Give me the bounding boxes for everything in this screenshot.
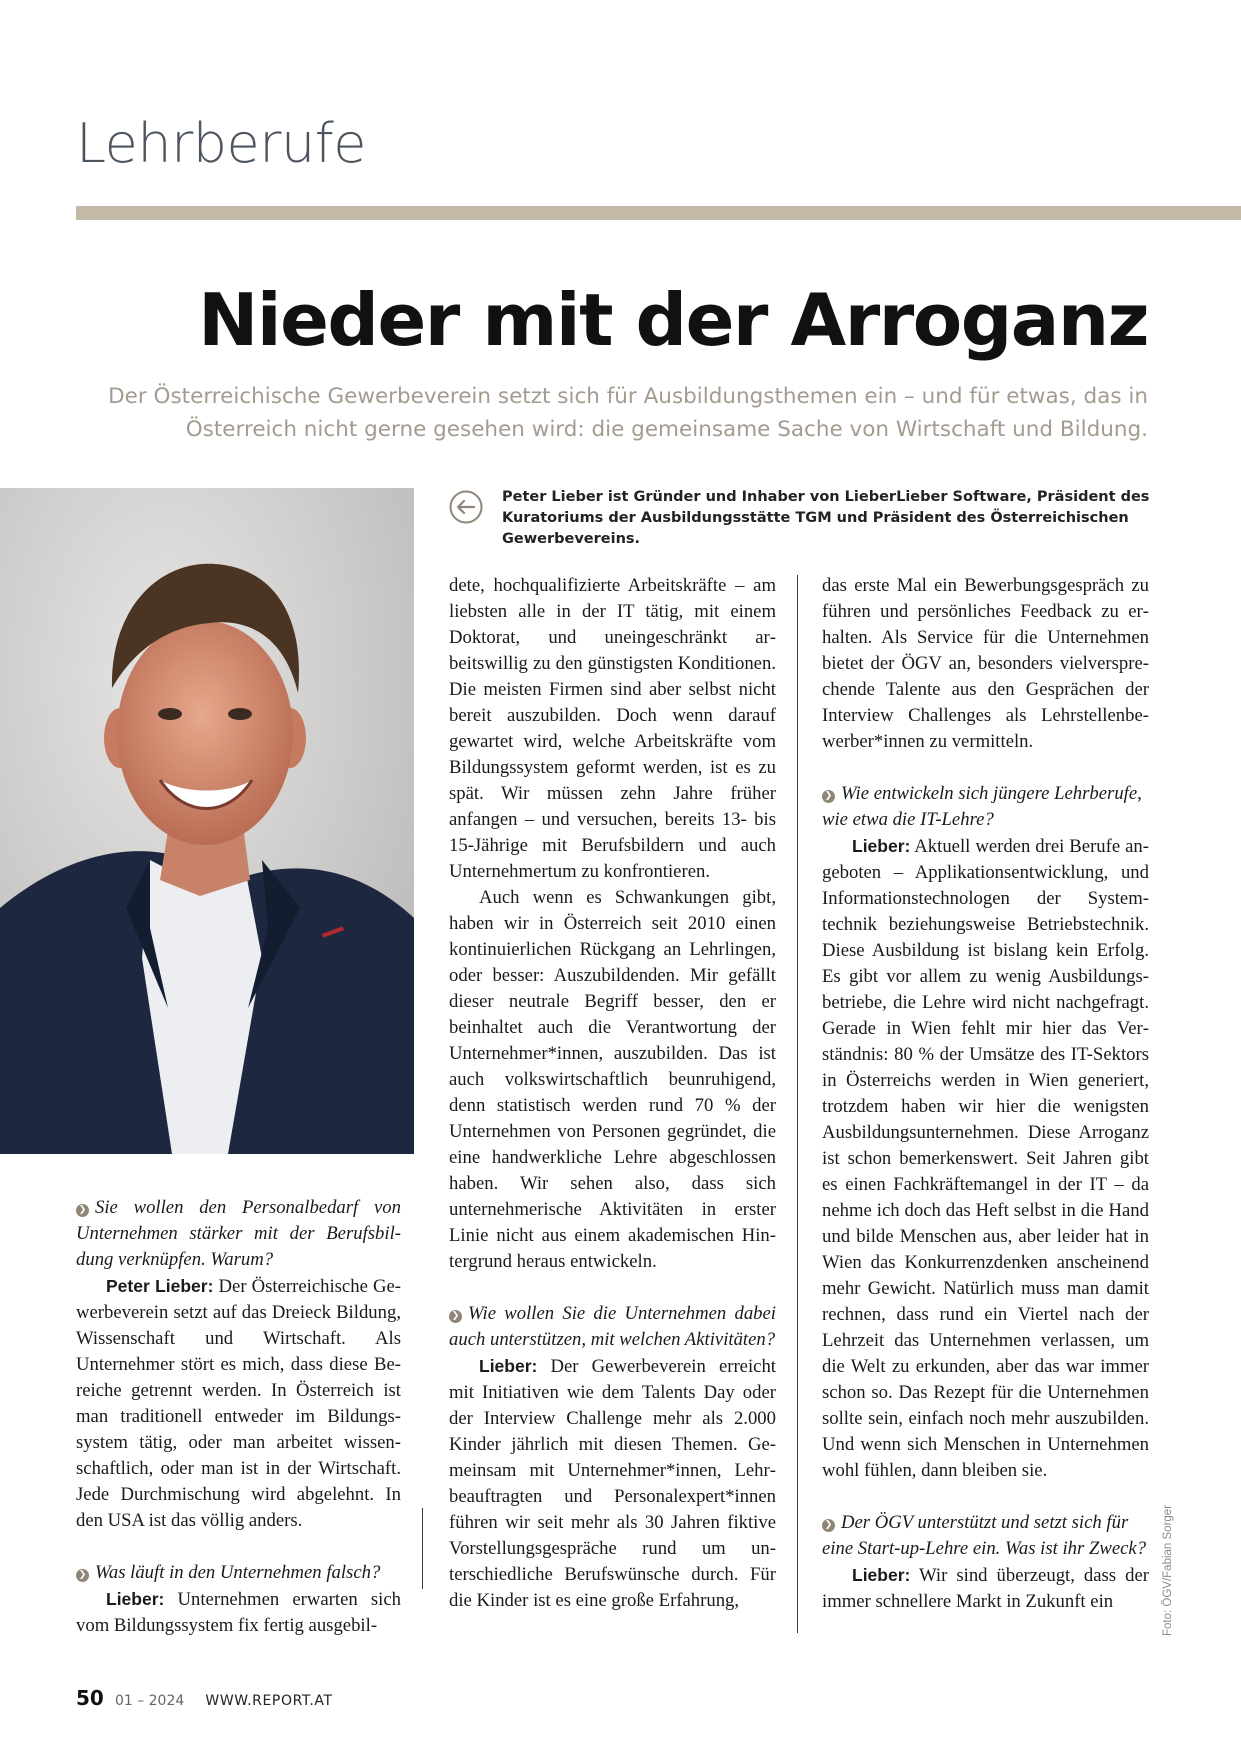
question-text: Was läuft in den Unternehmen falsch? (95, 1562, 381, 1583)
article-lede: Der Österreichische Gewerbeverein setzt sich für Ausbildungsthemen ein – und für etwas, das in Österreich nicht gerne gesehen wird: die gemeinsame Sache von Wirtschaft und Bildung. (108, 384, 1148, 442)
question-marker-icon: ❯ (822, 790, 835, 803)
text-column-3 (822, 573, 1149, 1615)
column-divider (797, 575, 798, 1633)
question-text: Wie wollen Sie die Unternehmen dabei auch unterstützen, mit welchen Aktivitäten? (449, 1303, 776, 1350)
article-headline: Nieder mit der Arroganz (198, 278, 1148, 362)
section-rule (76, 206, 1241, 220)
speaker-name: Lieber: (479, 1356, 538, 1376)
portrait-photo (0, 488, 414, 1154)
question-marker-icon: ❯ (76, 1569, 89, 1582)
arrow-left-circle-icon (449, 490, 483, 524)
speaker-name: Peter Lieber: (106, 1276, 214, 1296)
question-text: Der ÖGV unterstützt und setzt sich für eine Start-up-Lehre ein. Was ist ihr Zweck? (822, 1512, 1147, 1559)
answer-text: Der Gewerbeverein erreicht mit Initiativen wie dem Talents Day oder der Interview Challenge mehr als 2.000 Kinder jährlich mit diesen Themen. Gemeinsam mit Unternehmer*innen, Lehrbeauftragten und Personalexpert*innen führen wir seit mehr als 30 Jahren fiktive Vorstellungsgespräche rund um unterschiedliche Berufswünsche durch. Für die Kinder ist es eine große Erfahrung, (449, 1356, 776, 1611)
column-divider (422, 1508, 423, 1589)
text-column-1 (76, 1195, 401, 1639)
text-column-2 (449, 573, 776, 1614)
question-text: Sie wollen den Personalbedarf von Unternehmen stärker mit der Berufsbildung verknüpfen. Warum? (76, 1197, 401, 1270)
website-link[interactable]: WWW.REPORT.AT (205, 1693, 333, 1709)
answer-text: Aktuell werden drei Berufe angeboten – Applikationsentwicklung, und Informationstechnologen der Systemtechnik beziehungsweise Betriebstechnik. Diese Ausbildung ist bislang kein Erfolg. Es gibt vor allem zu wenig Ausbildungsbetriebe, die Lehre wird nicht nachgefragt. Gerade in Wien fehlt mir hier das Verständnis: 80 % der Umsätze des IT-Sektors in Österreichs werden in Wien generiert, trotzdem haben wir hier die wenigsten Ausbildungsunternehmen. Diese Arroganz ist schon bemerkenswert. Seit Jahren gibt es einen Fachkräftemangel in der IT – da nehme ich doch das Heft selbst in die Hand und bilde Menschen aus, aber leider hat in Wien das Konkurrenzdenken anscheinend mehr Gewicht. Natürlich muss man damit rechnen, dass rund ein Viertel nach der Lehrzeit das Unternehmen verlassen, um die Welt zu erkunden, aber das war immer schon so. Das Rezept für die Unternehmen sollte sein, einfach noch mehr auszubilden. Und wenn sich Menschen in Unternehmen wohl fühlen, dann bleiben sie. (822, 836, 1149, 1481)
section-title: Lehrberufe (76, 112, 366, 175)
question-marker-icon: ❯ (449, 1310, 462, 1323)
body-text: das erste Mal ein Bewerbungsgespräch zu führen und persönliches Feedback zu erhalten. Als Service für die Unternehmen bietet der ÖGV an, besonders vielversprechende Talente aus den Gesprächen der Interview Challenges als Lehrstellenbewerber*innen zu vermitteln. (822, 575, 1149, 752)
body-text: dete, hochqualifizierte Arbeitskräfte – am liebsten alle in der IT tätig, mit einem Doktorat, und uneingeschränkt arbeitswillig zu den günstigsten Konditionen. Die meisten Firmen sind aber selbst nicht bereit auszubilden. Doch wenn darauf gewartet wird, welche Arbeitskräfte vom Bildungssystem geformt werden, ist es zu spät. Wir müssen zehn Jahre früher anfangen – und versuchen, bereits 13- bis 15-Jährige mit Berufsbildern und auch Unternehmertum zu konfrontieren. (449, 575, 776, 882)
speaker-name: Lieber: (106, 1589, 165, 1609)
photo-credit: Foto: ÖGV/Fabian Sorger (1162, 1504, 1174, 1636)
speaker-name: Lieber: (852, 1565, 911, 1585)
issue-label: 01 – 2024 (114, 1693, 185, 1709)
question-text: Wie entwickeln sich jüngere Lehrberufe, wie etwa die IT-Lehre? (822, 783, 1142, 830)
page-footer (76, 1686, 333, 1710)
speaker-name: Lieber: (852, 836, 911, 856)
answer-text: Wir sind überzeugt, dass der immer schnellere Markt in Zukunft ein (822, 1565, 1149, 1612)
answer-text: Der Österreichische Gewerbeverein setzt auf das Dreieck Bildung, Wissenschaft und Wirtschaft. Als Unternehmer stört es mich, dass diese Bereiche getrennt werden. In Österreich ist man traditionell entweder im Bildungssystem tätig, oder man arbeitet wissenschaftlich, oder man ist in der Wirtschaft. Jede Durchmischung wird abgelehnt. In den USA ist das völlig anders. (76, 1276, 401, 1531)
answer-text: Unternehmen erwarten sich vom Bildungssystem fix fertig ausgebil- (76, 1589, 401, 1636)
page-number: 50 (76, 1686, 104, 1710)
body-text: Auch wenn es Schwankungen gibt, haben wir in Österreich seit 2010 einen kontinuierlichen Rückgang an Lehrlingen, oder besser: Auszubildenden. Mir gefällt dieser neutrale Begriff besser, den er beinhaltet auch die Verantwortung der Unternehmer*innen, auszubilden. Das ist auch volkswirtschaftlich beunruhigend, denn statistisch werden rund 70 % der Unternehmen von Personen gegründet, die eine handwerkliche Lehre abgeschlossen haben. Wir sehen also, dass sich unternehmerische Aktivitäten in erster Linie nicht aus einem akademischen Hintergrund heraus entwickeln. (449, 887, 776, 1272)
photo-caption: Peter Lieber ist Gründer und Inhaber von LieberLieber Software, Präsident des Kuratoriums der Ausbildungsstätte TGM und Präsident des Österreichischen Gewerbevereins. (502, 489, 1150, 547)
question-marker-icon: ❯ (822, 1519, 835, 1532)
question-marker-icon: ❯ (76, 1204, 89, 1217)
